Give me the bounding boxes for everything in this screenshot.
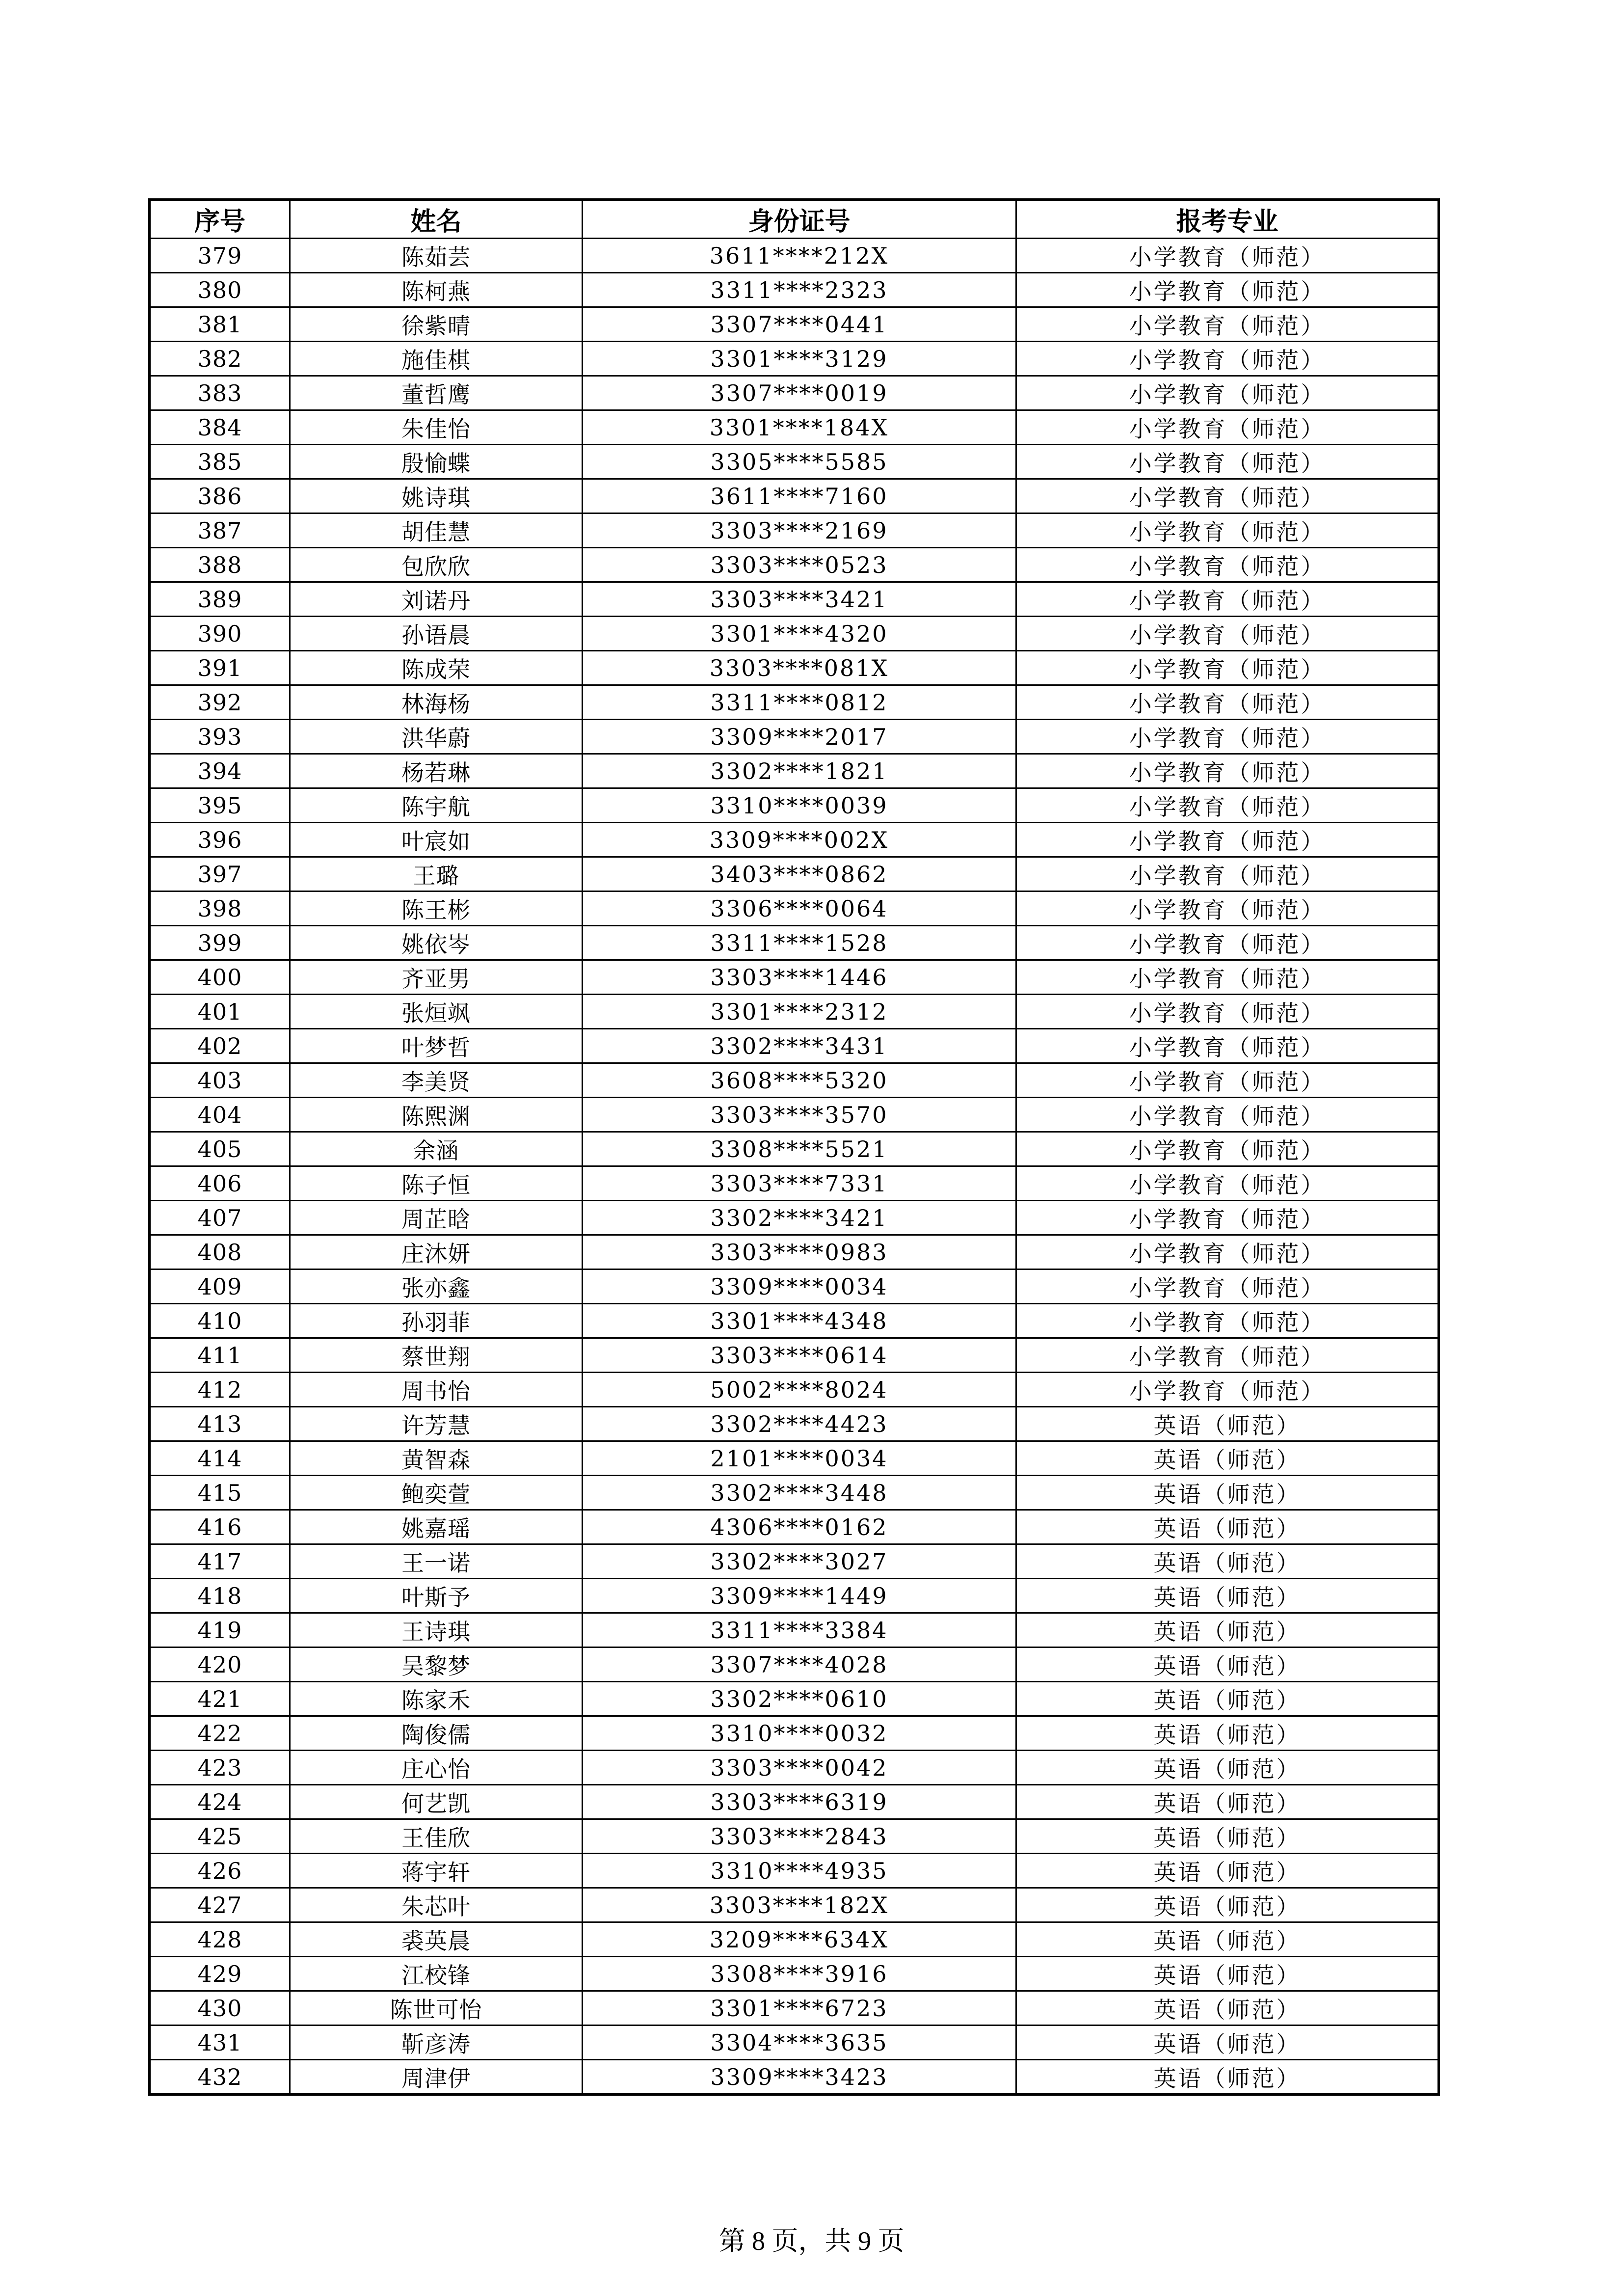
cell-major: 英语（师范） [1016,1407,1439,1441]
cell-name: 叶斯予 [290,1579,583,1613]
cell-seq: 427 [150,1888,290,1922]
table-row [150,995,1439,1029]
cell-name: 王佳欣 [290,1819,583,1854]
roster-table [148,198,1440,2096]
cell-major: 英语（师范） [1016,1785,1439,1819]
table-row [150,1682,1439,1716]
cell-major: 小学教育（师范） [1016,1235,1439,1270]
cell-major: 小学教育（师范） [1016,891,1439,926]
cell-major: 小学教育（师范） [1016,960,1439,995]
table-row [150,857,1439,891]
cell-id-number: 3303****081X [583,651,1016,685]
cell-name: 庄心怡 [290,1751,583,1785]
table-row [150,1613,1439,1648]
cell-id-number: 3302****3421 [583,1201,1016,1235]
cell-name: 王一诺 [290,1544,583,1579]
cell-seq: 400 [150,960,290,995]
cell-seq: 429 [150,1957,290,1991]
cell-major: 小学教育（师范） [1016,582,1439,617]
cell-major: 英语（师范） [1016,1751,1439,1785]
table-row [150,548,1439,582]
table-header-row [150,200,1439,239]
cell-name: 胡佳慧 [290,513,583,548]
cell-seq: 384 [150,410,290,445]
cell-major: 小学教育（师范） [1016,1304,1439,1338]
cell-major: 小学教育（师范） [1016,1201,1439,1235]
cell-seq: 395 [150,788,290,823]
cell-id-number: 3302****1821 [583,754,1016,788]
cell-major: 小学教育（师范） [1016,445,1439,479]
table-row [150,685,1439,720]
table-row [150,1888,1439,1922]
cell-name: 孙语晨 [290,617,583,651]
cell-id-number: 3311****2323 [583,273,1016,307]
cell-major: 英语（师范） [1016,1957,1439,1991]
cell-seq: 399 [150,926,290,960]
cell-major: 英语（师范） [1016,1648,1439,1682]
cell-name: 陈成荣 [290,651,583,685]
header-name: 姓名 [290,200,583,239]
cell-name: 陈子恒 [290,1166,583,1201]
cell-name: 陈王彬 [290,891,583,926]
cell-seq: 422 [150,1716,290,1751]
table-row [150,1510,1439,1544]
table-row [150,239,1439,273]
cell-major: 小学教育（师范） [1016,1373,1439,1407]
cell-name: 孙羽菲 [290,1304,583,1338]
table-row [150,2026,1439,2060]
cell-major: 英语（师范） [1016,1544,1439,1579]
table-row [150,410,1439,445]
cell-name: 朱芯叶 [290,1888,583,1922]
cell-id-number: 3309****002X [583,823,1016,857]
cell-seq: 411 [150,1338,290,1373]
table-row [150,445,1439,479]
cell-seq: 406 [150,1166,290,1201]
table-row [150,1098,1439,1132]
cell-id-number: 3302****3027 [583,1544,1016,1579]
table-row [150,1648,1439,1682]
cell-seq: 418 [150,1579,290,1613]
table-row [150,1922,1439,1957]
cell-id-number: 3608****5320 [583,1063,1016,1098]
cell-name: 江校锋 [290,1957,583,1991]
cell-seq: 385 [150,445,290,479]
cell-seq: 387 [150,513,290,548]
cell-major: 英语（师范） [1016,1579,1439,1613]
table-row [150,1270,1439,1304]
cell-name: 姚诗琪 [290,479,583,513]
cell-id-number: 3307****4028 [583,1648,1016,1682]
cell-name: 蒋宇轩 [290,1854,583,1888]
table-row [150,651,1439,685]
table-row [150,1441,1439,1476]
table-row [150,479,1439,513]
cell-major: 小学教育（师范） [1016,857,1439,891]
cell-id-number: 3310****0032 [583,1716,1016,1751]
cell-seq: 379 [150,239,290,273]
cell-name: 周芷晗 [290,1201,583,1235]
cell-id-number: 3301****4348 [583,1304,1016,1338]
cell-id-number: 3309****2017 [583,720,1016,754]
cell-name: 姚依岑 [290,926,583,960]
cell-name: 叶梦哲 [290,1029,583,1063]
cell-major: 小学教育（师范） [1016,685,1439,720]
cell-name: 姚嘉瑶 [290,1510,583,1544]
cell-seq: 415 [150,1476,290,1510]
cell-name: 殷愉蝶 [290,445,583,479]
cell-id-number: 3311****0812 [583,685,1016,720]
table-row [150,1957,1439,1991]
cell-id-number: 3309****0034 [583,1270,1016,1304]
cell-id-number: 3309****3423 [583,2060,1016,2095]
table-row [150,376,1439,410]
table-row [150,2060,1439,2095]
cell-id-number: 3304****3635 [583,2026,1016,2060]
table-row [150,891,1439,926]
cell-id-number: 3306****0064 [583,891,1016,926]
table-row [150,1235,1439,1270]
cell-name: 鲍奕萱 [290,1476,583,1510]
cell-major: 小学教育（师范） [1016,1338,1439,1373]
cell-seq: 409 [150,1270,290,1304]
table-row [150,1132,1439,1166]
cell-major: 小学教育（师范） [1016,307,1439,342]
cell-major: 小学教育（师范） [1016,1029,1439,1063]
cell-seq: 405 [150,1132,290,1166]
cell-name: 陶俊儒 [290,1716,583,1751]
cell-seq: 390 [150,617,290,651]
cell-seq: 432 [150,2060,290,2095]
cell-seq: 393 [150,720,290,754]
cell-id-number: 3209****634X [583,1922,1016,1957]
cell-seq: 420 [150,1648,290,1682]
table-row [150,926,1439,960]
cell-major: 英语（师范） [1016,1922,1439,1957]
cell-seq: 383 [150,376,290,410]
cell-id-number: 5002****8024 [583,1373,1016,1407]
cell-major: 小学教育（师范） [1016,548,1439,582]
cell-id-number: 3301****6723 [583,1991,1016,2026]
cell-seq: 407 [150,1201,290,1235]
cell-id-number: 3303****2843 [583,1819,1016,1854]
table-row [150,307,1439,342]
cell-seq: 431 [150,2026,290,2060]
cell-seq: 417 [150,1544,290,1579]
cell-name: 施佳棋 [290,342,583,376]
cell-seq: 404 [150,1098,290,1132]
cell-name: 陈家禾 [290,1682,583,1716]
cell-seq: 380 [150,273,290,307]
cell-seq: 430 [150,1991,290,2026]
cell-seq: 401 [150,995,290,1029]
cell-major: 小学教育（师范） [1016,651,1439,685]
cell-id-number: 3611****212X [583,239,1016,273]
table-row [150,823,1439,857]
header-seq: 序号 [150,200,290,239]
cell-name: 徐紫晴 [290,307,583,342]
cell-seq: 392 [150,685,290,720]
cell-id-number: 4306****0162 [583,1510,1016,1544]
cell-name: 杨若琳 [290,754,583,788]
table-row [150,342,1439,376]
cell-id-number: 3302****0610 [583,1682,1016,1716]
header-major: 报考专业 [1016,200,1439,239]
cell-name: 陈柯燕 [290,273,583,307]
table-row [150,1476,1439,1510]
cell-id-number: 3311****1528 [583,926,1016,960]
cell-name: 朱佳怡 [290,410,583,445]
cell-major: 小学教育（师范） [1016,1132,1439,1166]
cell-major: 英语（师范） [1016,1510,1439,1544]
cell-name: 李美贤 [290,1063,583,1098]
cell-id-number: 3302****3431 [583,1029,1016,1063]
cell-id-number: 3303****6319 [583,1785,1016,1819]
cell-name: 陈茹芸 [290,239,583,273]
cell-name: 董哲鹰 [290,376,583,410]
cell-id-number: 3308****5521 [583,1132,1016,1166]
cell-seq: 381 [150,307,290,342]
cell-id-number: 3611****7160 [583,479,1016,513]
cell-major: 英语（师范） [1016,2026,1439,2060]
cell-name: 周书怡 [290,1373,583,1407]
table-row [150,960,1439,995]
table-body [150,239,1439,2095]
cell-name: 洪华蔚 [290,720,583,754]
cell-name: 庄沐妍 [290,1235,583,1270]
cell-major: 小学教育（师范） [1016,239,1439,273]
cell-name: 王璐 [290,857,583,891]
cell-major: 小学教育（师范） [1016,720,1439,754]
cell-major: 英语（师范） [1016,1476,1439,1510]
cell-major: 小学教育（师范） [1016,926,1439,960]
cell-major: 英语（师范） [1016,1613,1439,1648]
cell-name: 陈世可怡 [290,1991,583,2026]
cell-seq: 398 [150,891,290,926]
table-row [150,1544,1439,1579]
table-row [150,1991,1439,2026]
cell-major: 小学教育（师范） [1016,1270,1439,1304]
cell-major: 英语（师范） [1016,2060,1439,2095]
cell-seq: 388 [150,548,290,582]
cell-id-number: 3309****1449 [583,1579,1016,1613]
cell-major: 英语（师范） [1016,1819,1439,1854]
cell-major: 小学教育（师范） [1016,1063,1439,1098]
cell-name: 包欣欣 [290,548,583,582]
table-row [150,1785,1439,1819]
cell-id-number: 3307****0441 [583,307,1016,342]
cell-name: 张烜飒 [290,995,583,1029]
table-row [150,1854,1439,1888]
cell-id-number: 3301****4320 [583,617,1016,651]
cell-major: 小学教育（师范） [1016,1098,1439,1132]
cell-name: 齐亚男 [290,960,583,995]
table-row [150,1579,1439,1613]
table-row [150,1201,1439,1235]
cell-name: 林海杨 [290,685,583,720]
cell-id-number: 3310****4935 [583,1854,1016,1888]
cell-name: 吴黎梦 [290,1648,583,1682]
cell-major: 小学教育（师范） [1016,823,1439,857]
cell-id-number: 3307****0019 [583,376,1016,410]
cell-seq: 426 [150,1854,290,1888]
cell-seq: 414 [150,1441,290,1476]
cell-id-number: 3308****3916 [583,1957,1016,1991]
cell-id-number: 3303****0983 [583,1235,1016,1270]
table-row [150,1751,1439,1785]
table-row [150,788,1439,823]
cell-seq: 394 [150,754,290,788]
table-row [150,1304,1439,1338]
table-row [150,1716,1439,1751]
cell-id-number: 3301****2312 [583,995,1016,1029]
cell-id-number: 3301****184X [583,410,1016,445]
cell-name: 蔡世翔 [290,1338,583,1373]
table-row [150,1063,1439,1098]
cell-major: 小学教育（师范） [1016,342,1439,376]
cell-name: 叶宸如 [290,823,583,857]
cell-id-number: 3303****0042 [583,1751,1016,1785]
cell-major: 英语（师范） [1016,1441,1439,1476]
cell-seq: 419 [150,1613,290,1648]
cell-name: 周津伊 [290,2060,583,2095]
table-row [150,617,1439,651]
cell-seq: 416 [150,1510,290,1544]
cell-name: 陈熙渊 [290,1098,583,1132]
cell-seq: 382 [150,342,290,376]
cell-major: 小学教育（师范） [1016,479,1439,513]
cell-id-number: 3303****0614 [583,1338,1016,1373]
table-row [150,1407,1439,1441]
cell-id-number: 3302****3448 [583,1476,1016,1510]
table-row [150,720,1439,754]
cell-id-number: 3403****0862 [583,857,1016,891]
cell-major: 小学教育（师范） [1016,513,1439,548]
cell-id-number: 3303****7331 [583,1166,1016,1201]
page-number-footer: 第 8 页，共 9 页 [718,2226,905,2256]
cell-id-number: 3301****3129 [583,342,1016,376]
cell-id-number: 3311****3384 [583,1613,1016,1648]
cell-seq: 428 [150,1922,290,1957]
cell-id-number: 3302****4423 [583,1407,1016,1441]
cell-seq: 389 [150,582,290,617]
table-row [150,754,1439,788]
table-row [150,273,1439,307]
cell-id-number: 3303****2169 [583,513,1016,548]
cell-major: 英语（师范） [1016,1716,1439,1751]
table-row [150,513,1439,548]
cell-id-number: 3303****3421 [583,582,1016,617]
cell-major: 小学教育（师范） [1016,410,1439,445]
cell-seq: 412 [150,1373,290,1407]
header-id: 身份证号 [583,200,1016,239]
cell-name: 黄智森 [290,1441,583,1476]
cell-major: 小学教育（师范） [1016,1166,1439,1201]
cell-major: 小学教育（师范） [1016,376,1439,410]
table-row [150,1166,1439,1201]
cell-seq: 423 [150,1751,290,1785]
cell-id-number: 2101****0034 [583,1441,1016,1476]
cell-seq: 410 [150,1304,290,1338]
cell-seq: 391 [150,651,290,685]
cell-major: 英语（师范） [1016,1682,1439,1716]
cell-seq: 425 [150,1819,290,1854]
cell-seq: 408 [150,1235,290,1270]
cell-name: 王诗琪 [290,1613,583,1648]
cell-seq: 421 [150,1682,290,1716]
cell-major: 英语（师范） [1016,1991,1439,2026]
cell-id-number: 3305****5585 [583,445,1016,479]
cell-seq: 397 [150,857,290,891]
cell-seq: 424 [150,1785,290,1819]
cell-name: 许芳慧 [290,1407,583,1441]
cell-name: 余涵 [290,1132,583,1166]
table-row [150,1819,1439,1854]
cell-id-number: 3303****182X [583,1888,1016,1922]
cell-id-number: 3303****1446 [583,960,1016,995]
cell-major: 小学教育（师范） [1016,754,1439,788]
cell-major: 小学教育（师范） [1016,617,1439,651]
cell-major: 英语（师范） [1016,1854,1439,1888]
cell-id-number: 3310****0039 [583,788,1016,823]
table-row [150,1029,1439,1063]
cell-seq: 386 [150,479,290,513]
cell-id-number: 3303****0523 [583,548,1016,582]
cell-major: 小学教育（师范） [1016,788,1439,823]
table-row [150,1373,1439,1407]
cell-major: 英语（师范） [1016,1888,1439,1922]
cell-major: 小学教育（师范） [1016,273,1439,307]
cell-name: 张亦鑫 [290,1270,583,1304]
table-row [150,1338,1439,1373]
cell-id-number: 3303****3570 [583,1098,1016,1132]
cell-name: 陈宇航 [290,788,583,823]
cell-name: 靳彦涛 [290,2026,583,2060]
cell-name: 刘诺丹 [290,582,583,617]
cell-seq: 396 [150,823,290,857]
cell-major: 小学教育（师范） [1016,995,1439,1029]
cell-name: 裘英晨 [290,1922,583,1957]
cell-seq: 413 [150,1407,290,1441]
cell-seq: 402 [150,1029,290,1063]
table-row [150,582,1439,617]
cell-name: 何艺凯 [290,1785,583,1819]
cell-seq: 403 [150,1063,290,1098]
